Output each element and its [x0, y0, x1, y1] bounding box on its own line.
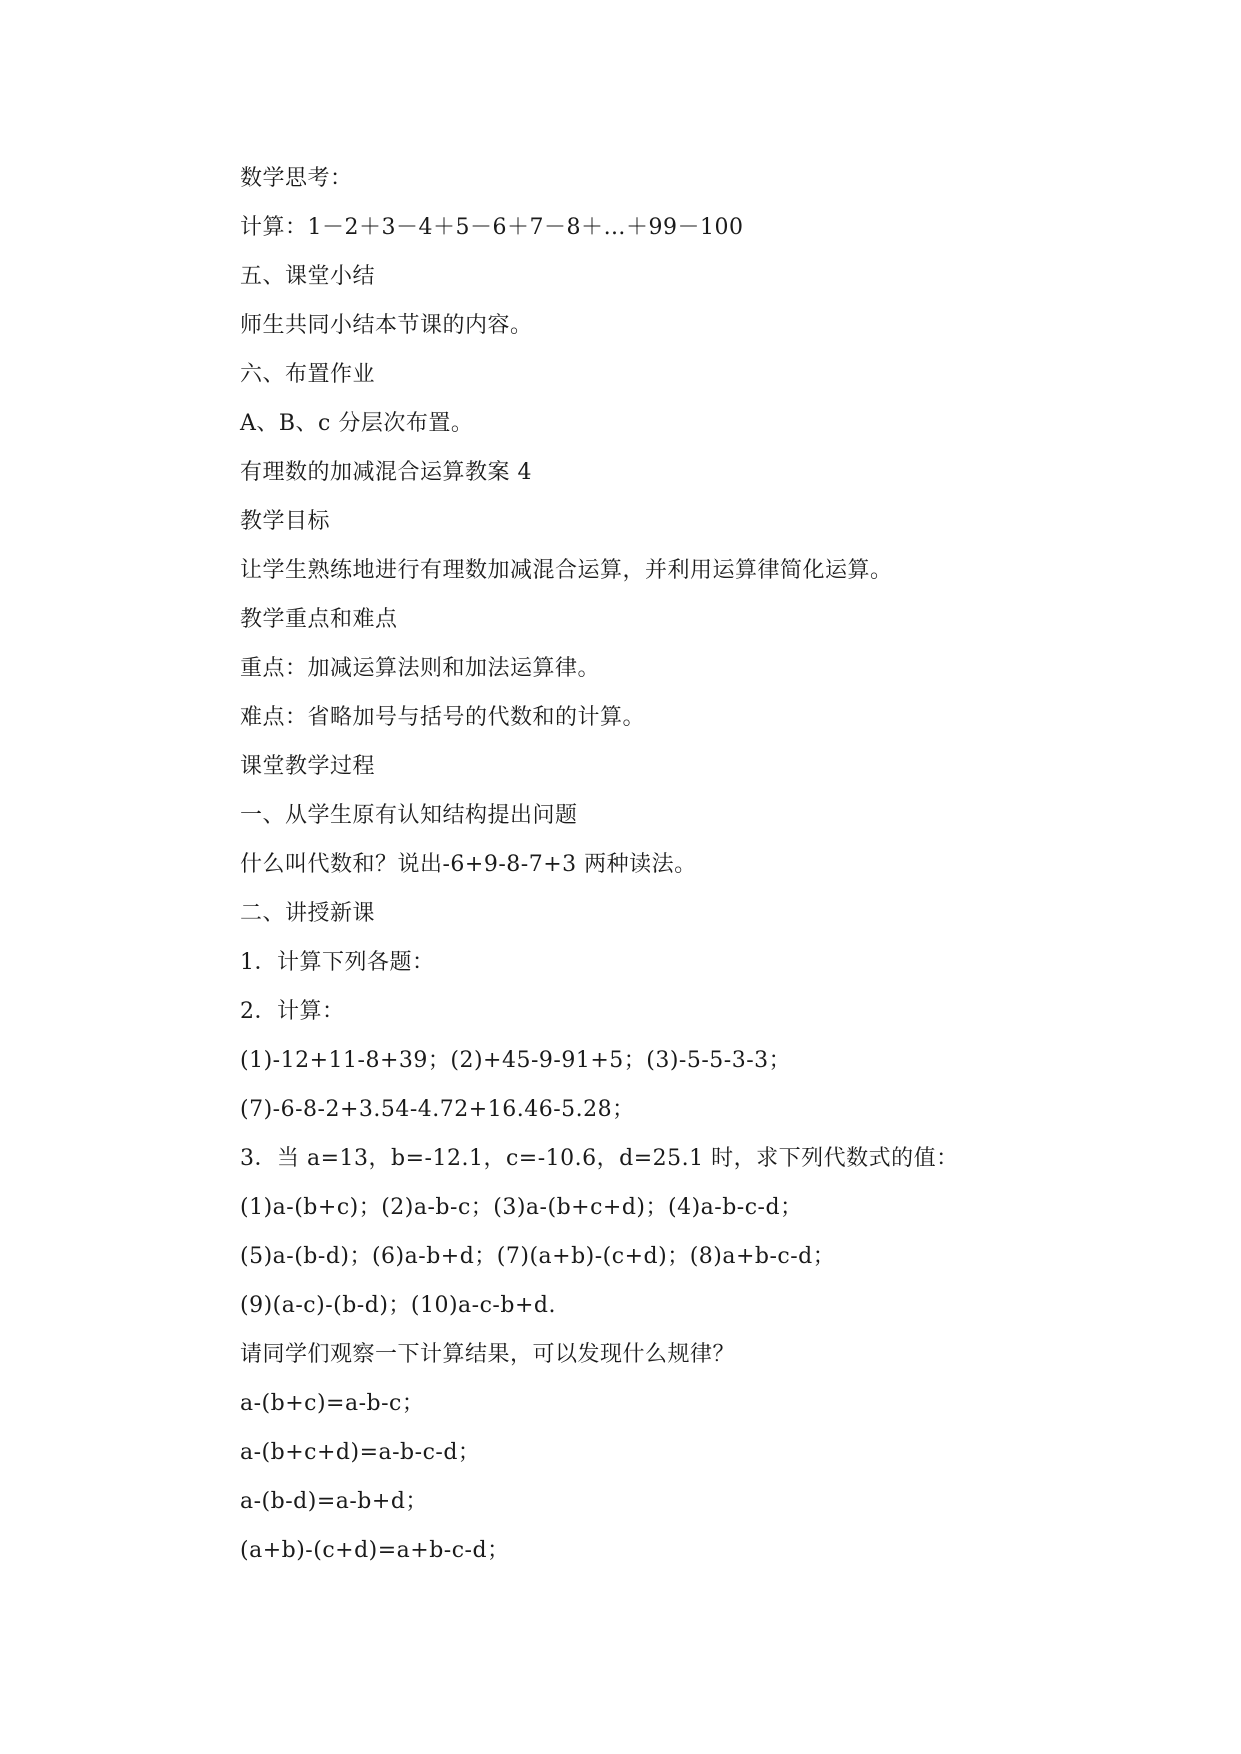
math-expression: a-(b-d)=a-b+d； — [240, 1489, 428, 1514]
section-heading: 二、讲授新课 — [240, 901, 376, 926]
exercise-item: 2．计算： — [240, 999, 345, 1024]
section-heading: 五、课堂小结 — [240, 264, 376, 289]
math-expression: (5)a-(b-d)；(6)a-b+d；(7)(a+b)-(c+d)；(8)a+b-c-d； — [240, 1244, 836, 1269]
exercise-item: 3．当 a=13，b=-12.1，c=-10.6，d=25.1 时，求下列代数式的值： — [240, 1146, 959, 1171]
math-expression: (1)a-(b+c)；(2)a-b-c；(3)a-(b+c+d)；(4)a-b-c-d； — [240, 1195, 803, 1220]
section-heading: 课堂教学过程 — [240, 754, 376, 779]
section-heading: 数学思考： — [240, 166, 353, 191]
lesson-title: 有理数的加减混合运算教案 4 — [240, 460, 532, 485]
section-heading: 教学目标 — [240, 509, 331, 534]
exercise-item: 1．计算下列各题： — [240, 950, 435, 975]
math-expression: (1)-12+11-8+39；(2)+45-9-91+5；(3)-5-5-3-3； — [240, 1048, 792, 1073]
section-heading: 一、从学生原有认知结构提出问题 — [240, 803, 578, 828]
paragraph: 师生共同小结本节课的内容。 — [240, 313, 533, 338]
paragraph: 重点：加减运算法则和加法运算律。 — [240, 656, 601, 681]
math-expression: (9)(a-c)-(b-d)；(10)a-c-b+d. — [240, 1293, 556, 1318]
math-expression: (7)-6-8-2+3.54-4.72+16.46-5.28； — [240, 1097, 635, 1122]
document-body — [240, 154, 1020, 1575]
math-expression: a-(b+c)=a-b-c； — [240, 1391, 425, 1416]
math-expression: (a+b)-(c+d)=a+b-c-d； — [240, 1538, 510, 1563]
math-expression: a-(b+c+d)=a-b-c-d； — [240, 1440, 481, 1465]
paragraph: 难点：省略加号与括号的代数和的计算。 — [240, 705, 646, 730]
paragraph: A、B、c 分层次布置。 — [240, 411, 474, 436]
paragraph: 什么叫代数和？说出-6+9-8-7+3 两种读法。 — [240, 852, 697, 877]
math-problem: 计算：1－2＋3－4＋5－6＋7－8＋…＋99－100 — [240, 215, 744, 240]
paragraph: 让学生熟练地进行有理数加减混合运算，并利用运算律简化运算。 — [240, 558, 893, 583]
section-heading: 六、布置作业 — [240, 362, 376, 387]
paragraph: 请同学们观察一下计算结果，可以发现什么规律？ — [240, 1342, 736, 1367]
section-heading: 教学重点和难点 — [240, 607, 398, 632]
